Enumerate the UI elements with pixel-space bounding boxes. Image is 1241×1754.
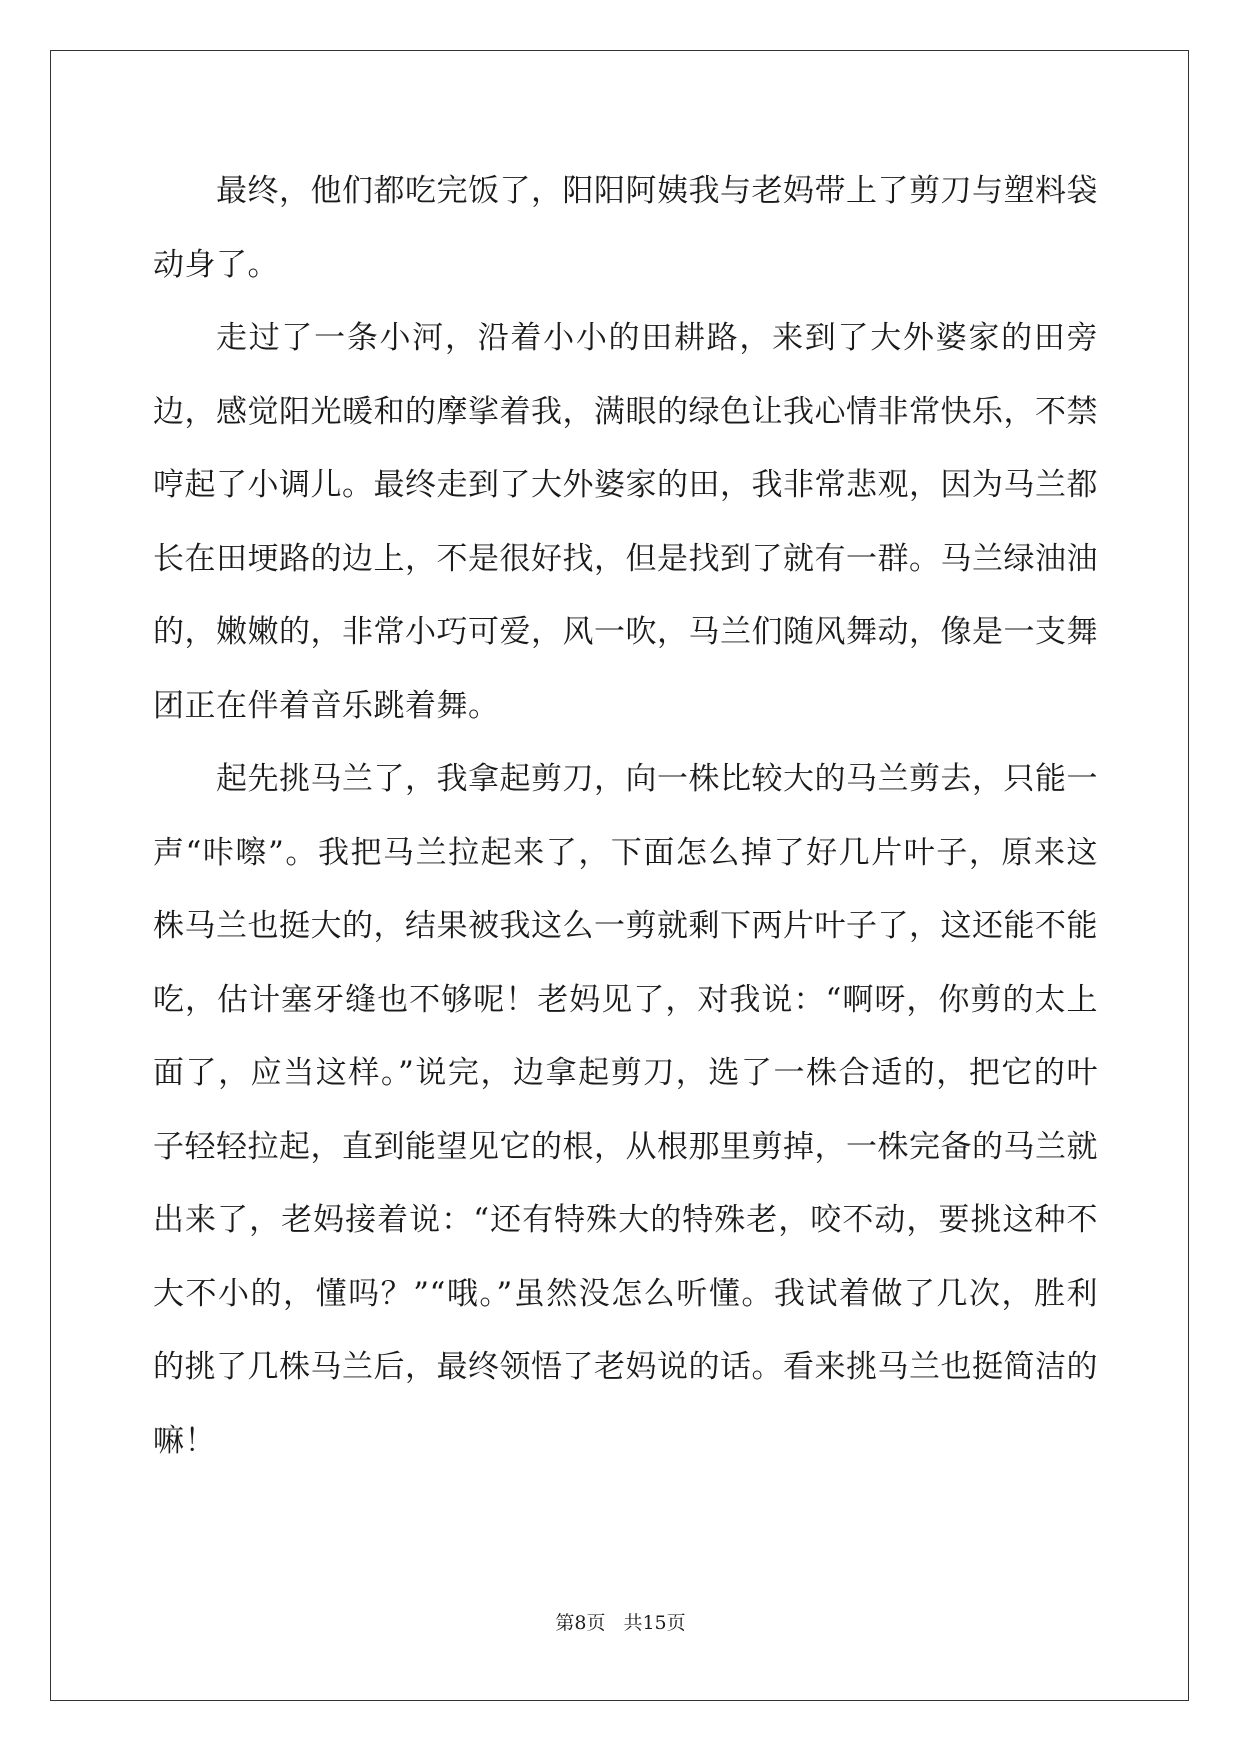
paragraph-3: 起先挑马兰了，我拿起剪刀，向一株比较大的马兰剪去，只能一声“咔嚓”。我把马兰拉起来了，下面怎么掉了好几片叶子，原来这株马兰也挺大的，结果被我这么一剪就剩下两片叶子了，这还能不能吃，估计塞牙缝也不够呢！老妈见了，对我说：“啊呀，你剪的太上面了，应当这样。”说完，边拿起剪刀，选了一株合适的，把它的叶子轻轻拉起，直到能望见它的根，从根那里剪掉，一株完备的马兰就出来了，老妈接着说：“还有特殊大的特殊老，咬不动，要挑这种不大不小的，懂吗？”“哦。”虽然没怎么听懂。我试着做了几次，胜利的挑了几株马兰后，最终领悟了老妈说的话。看来挑马兰也挺简洁的嘛！ [153,761,1098,1459]
page-number-total: 共15页 [623,1612,686,1634]
paragraph-2: 走过了一条小河，沿着小小的田耕路，来到了大外婆家的田旁边，感觉阳光暖和的摩挲着我，满眼的绿色让我心情非常快乐，不禁哼起了小调儿。最终走到了大外婆家的田，我非常悲观，因为马兰都长在田埂路的边上，不是很好找，但是找到了就有一群。马兰绿油油的，嫩嫩的，非常小巧可爱，风一吹，马兰们随风舞动，像是一支舞团正在伴着音乐跳着舞。 [153,320,1098,724]
page-footer [0,1608,1241,1635]
document-body [153,155,1098,1478]
page-number-current: 第8页 [555,1612,606,1634]
paragraph-1: 最终，他们都吃完饭了，阳阳阿姨我与老妈带上了剪刀与塑料袋动身了。 [153,173,1098,283]
